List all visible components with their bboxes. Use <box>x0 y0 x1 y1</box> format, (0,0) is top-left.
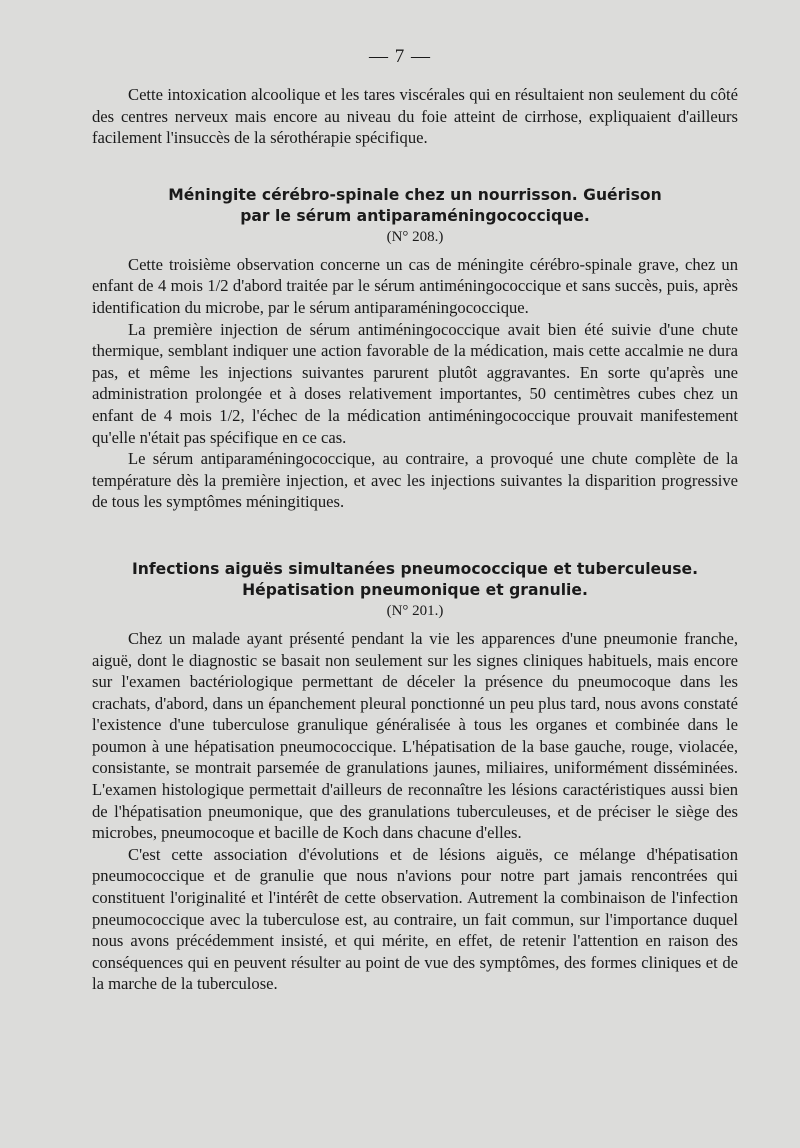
paragraph: C'est cette association d'évolutions et de lésions aiguës, ce mélange d'hépatisation pneumococcique et de granulie que nous n'avions pour notre part jamais rencontrées qui constituent l'originalité et l'intérêt de cette observation. Autrement la combinaison de l'infection pneumococcique avec la tuberculose est, au contraire, un fait commun, sur l'importance duquel nous avons précédemment insisté, et qui mérite, en effet, de retenir l'attention en raison des conséquences qui en peuvent résulter au point de vue des symptômes, des formes cliniques et de la marche de la tuberculose. <box>92 844 738 994</box>
section-title-line: Hépatisation pneumonique et granulie. <box>242 580 588 599</box>
section-title-line: Méningite cérébro-spinale chez un nourrisson. Guérison <box>168 185 662 204</box>
page-number: — 7 — <box>369 46 431 67</box>
observation-number: (N° 208.) <box>386 228 444 245</box>
section-meningite <box>92 185 738 513</box>
section-title-line: par le sérum antiparaméningococcique. <box>240 206 590 225</box>
paragraph: Chez un malade ayant présenté pendant la vie les apparences d'une pneumonie franche, aiguë, dont le diagnostic se basait non seulement sur les signes cliniques habituels, mais encore sur l'examen bactériologique permettant de déceler la présence du pneumocoque dans les crachats, d'abord, dans un épanchement pleural ponctionné un peu plus tard, nous avons constaté l'existence d'une tuberculose granulique généralisée à tous les organes et combinée dans le poumon à une hépatisation pneumococcique. L'hépatisation de la base gauche, rouge, violacée, consistante, se montrait parsemée de granulations jaunes, miliaires, uniformément disséminées. L'examen histologique permettait d'ailleurs de reconnaître les lésions caractéristiques aussi bien de l'hépatisation pneumonique, que des granulations tuberculeuses, et de préciser le siège des microbes, pneumocoque et bacille de Koch dans chacune d'elles. <box>92 628 738 843</box>
section-title <box>92 185 738 227</box>
section-infections <box>92 559 738 995</box>
section-title <box>92 559 738 601</box>
paragraph: Le sérum antiparaméningococcique, au contraire, a provoqué une chute complète de la température dès la première injection, et avec les injections suivantes la disparition progressive de tous les symptômes méningitiques. <box>92 449 738 512</box>
intro-paragraph: Cette intoxication alcoolique et les tares viscérales qui en résultaient non seulement du côté des centres nerveux mais encore au niveau du foie atteint de cirrhose, expliquaient d'ailleurs facilement l'insuccès de la sérothérapie spécifique. <box>92 85 738 148</box>
page-content <box>92 84 738 995</box>
paragraph: La première injection de sérum antiméningococcique avait bien été suivie d'une chute thermique, semblant indiquer une action favorable de la médication, mais cette accalmie ne dura pas, et même les injections suivantes parurent plutôt aggravantes. En sorte qu'après une administration prolongée et à doses relativement importantes, 50 centimètres cubes chez un enfant de 4 mois 1/2, l'échec de la médication antiméningococcique prouvait manifestement qu'elle n'était pas spécifique en ce cas. <box>92 319 738 447</box>
observation-number: (N° 201.) <box>386 602 444 619</box>
paragraph: Cette troisième observation concerne un cas de méningite cérébro-spinale grave, chez un enfant de 4 mois 1/2 d'abord traitée par le sérum antiméningococcique et sans succès, puis, après identification du microbe, par le sérum antiparaméningococcique. <box>92 254 738 317</box>
section-title-line: Infections aiguës simultanées pneumococcique et tuberculeuse. <box>131 559 699 578</box>
